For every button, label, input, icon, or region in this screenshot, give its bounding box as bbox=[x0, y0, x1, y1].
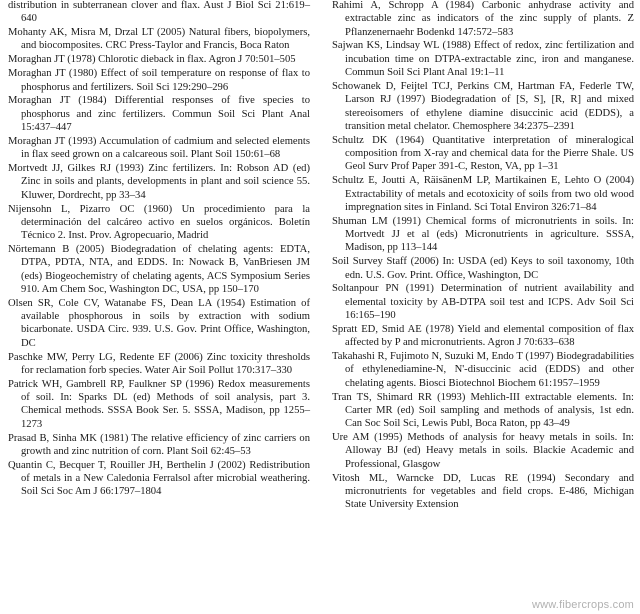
reference-entry: Moraghan JT (1984) Differential responses of five species to phosphorus and zinc fertilizers. Commun Soil Sci Plant Anal 15:437–447 bbox=[8, 95, 310, 134]
reference-entry: Tran TS, Shimard RR (1993) Mehlich-III extractable elements. In: Carter MR (ed) Soil sampling and methods of analysis, 1st edn. Can Soc Soil Sci, Lewis Publ, Boca Raton, pp 43–49 bbox=[332, 391, 634, 430]
reference-entry: Moraghan JT (1993) Accumulation of cadmium and selected elements in flax seed grown on a calcareous soil. Plant Soil 150:61–68 bbox=[8, 135, 310, 161]
reference-entry: Takahashi R, Fujimoto N, Suzuki M, Endo T (1997) Biodegradabilities of ethylenediamine-N, N'-disuccinic acid (EDDS) and other chelating agents. Biosci Biotechnol Biochem 61:1957–1959 bbox=[332, 351, 634, 389]
reference-entry: Olsen SR, Cole CV, Watanabe FS, Dean LA (1954) Estimation of available phosphorous in soils by extraction with sodium bicarbonate. USDA Circ. 939. U.S. Gov. Print Office, Washington, DC bbox=[8, 297, 310, 349]
reference-entry: Shuman LM (1991) Chemical forms of micronutrients in soils. In: Mortvedt JJ et al (eds) Micronutrients in agriculture. SSSA, Madison, pp 113–144 bbox=[332, 215, 634, 254]
reference-entry: Mortvedt JJ, Gilkes RJ (1993) Zinc fertilizers. In: Robson AD (ed) Zinc in soils and plants, developments in plant and soil science 55. Kluwer, Dordrecht, pp 33–34 bbox=[8, 163, 310, 201]
reference-column-right bbox=[332, 0, 634, 512]
reference-entry: Nijensohn L, Pizarro OC (1960) Un procedimiento para la determinación del calcáreo activo en suelos orgánicos. Boletín Técnico 2. Inst. Prov. Agropecuario, Madrid bbox=[8, 203, 310, 242]
reference-entry: Paschke MW, Perry LG, Redente EF (2006) Zinc toxicity thresholds for reclamation forb species. Water Air Soil Pollut 170:317–330 bbox=[8, 351, 310, 376]
reference-column-left bbox=[8, 0, 310, 499]
reference-entry: Spratt ED, Smid AE (1978) Yield and elemental composition of flax affected by P and micronutrients. Agron J 70:633–638 bbox=[332, 323, 634, 349]
reference-entry: Sajwan KS, Lindsay WL (1988) Effect of redox, zinc fertilization and incubation time on DTPA-extractable zinc, iron and manganese. Commun Soil Sci Plant Anal 19:1–11 bbox=[332, 40, 634, 79]
reference-entry: Schultz DK (1964) Quantitative interpretation of mineralogical composition from X-ray and chemical data for the Pierre Shale. US Geol Surv Prof Paper 391-C, Reston, VA, pp 1–31 bbox=[332, 134, 634, 173]
reference-entry: Rahimi A, Schropp A (1984) Carbonic anhydrase activity and extractable zinc as indicators of the zinc supply of plants. Z Pflanzenernaehr Bodenkd 147:572–583 bbox=[332, 0, 634, 38]
reference-entry: Schultz E, Joutti A, RäisänenM LP, Martikainen E, Lehto O (2004) Extractability of metals and ecotoxicity of soils from two old wood impregnation sites in Finland. Sci Total Environ 326:71–84 bbox=[332, 175, 634, 213]
watermark: www.fibercrops.com bbox=[531, 599, 634, 611]
reference-entry: Mohanty AK, Misra M, Drzal LT (2005) Natural fibers, biopolymers, and biocomposites. CRC Press-Taylor and Francis, Boca Raton bbox=[8, 27, 310, 52]
reference-entry: Soltanpour PN (1991) Determination of nutrient availability and elemental toxicity by AB-DTPA soil test and ICPS. Adv Soil Sci 16:165–190 bbox=[332, 283, 634, 321]
reference-entry: Ure AM (1995) Methods of analysis for heavy metals in soils. In: Alloway BJ (ed) Heavy metals in soils. Blackie Academic and Professional, Glasgow bbox=[332, 432, 634, 470]
reference-entry: Moraghan JT (1980) Effect of soil temperature on response of flax to phosphorus and fertilizers. Soil Sci 129:290–296 bbox=[8, 68, 310, 93]
reference-entry: Soil Survey Staff (2006) In: USDA (ed) Keys to soil taxonomy, 10th edn. U.S. Gov. Print. Office, Washington, DC bbox=[332, 256, 634, 281]
reference-entry: distribution in subterranean clover and flax. Aust J Biol Sci 21:619–640 bbox=[8, 0, 310, 25]
reference-entry: Prasad B, Sinha MK (1981) The relative efficiency of zinc carriers on growth and zinc nutrition of corn. Plant Soil 62:45–53 bbox=[8, 432, 310, 457]
reference-entry: Schowanek D, Feijtel TCJ, Perkins CM, Hartman FA, Federle TW, Larson RJ (1997) Biodegradation of [S, S], [R, R] and mixed stereoisomers of ethylene diamine disuccinic acid (EDDS), a transition metal chelator. Chemosphere 34:2375–2391 bbox=[332, 80, 634, 132]
reference-entry: Nörtemann B (2005) Biodegradation of chelating agents: EDTA, DTPA, PDTA, NTA, and EDDS. In: Nowack B, VanBriesen JM (eds) Biogeochemistry of chelating agents, ACS Symposium Series 910. Am Chem Soc, Washington DC, USA, pp 150–170 bbox=[8, 244, 310, 295]
reference-entry: Moraghan JT (1978) Chlorotic dieback in flax. Agron J 70:501–505 bbox=[8, 54, 296, 66]
reference-entry: Patrick WH, Gambrell RP, Faulkner SP (1996) Redox measurements of soil. In: Sparks DL (ed) Methods of soil analysis, part 3. Chemical methods. SSSA Book Ser. 5. SSSA, Madison, pp 1255–1273 bbox=[8, 378, 310, 430]
reference-entry: Quantin C, Becquer T, Rouiller JH, Berthelin J (2002) Redistribution of metals in a New Caledonia Ferralsol after microbial weathering. Soil Sci Soc Am J 66:1797–1804 bbox=[8, 459, 310, 498]
reference-entry: Vitosh ML, Warncke DD, Lucas RE (1994) Secondary and micronutrients for vegetables and field crops. E-486, Michigan State University Extension bbox=[332, 472, 634, 511]
